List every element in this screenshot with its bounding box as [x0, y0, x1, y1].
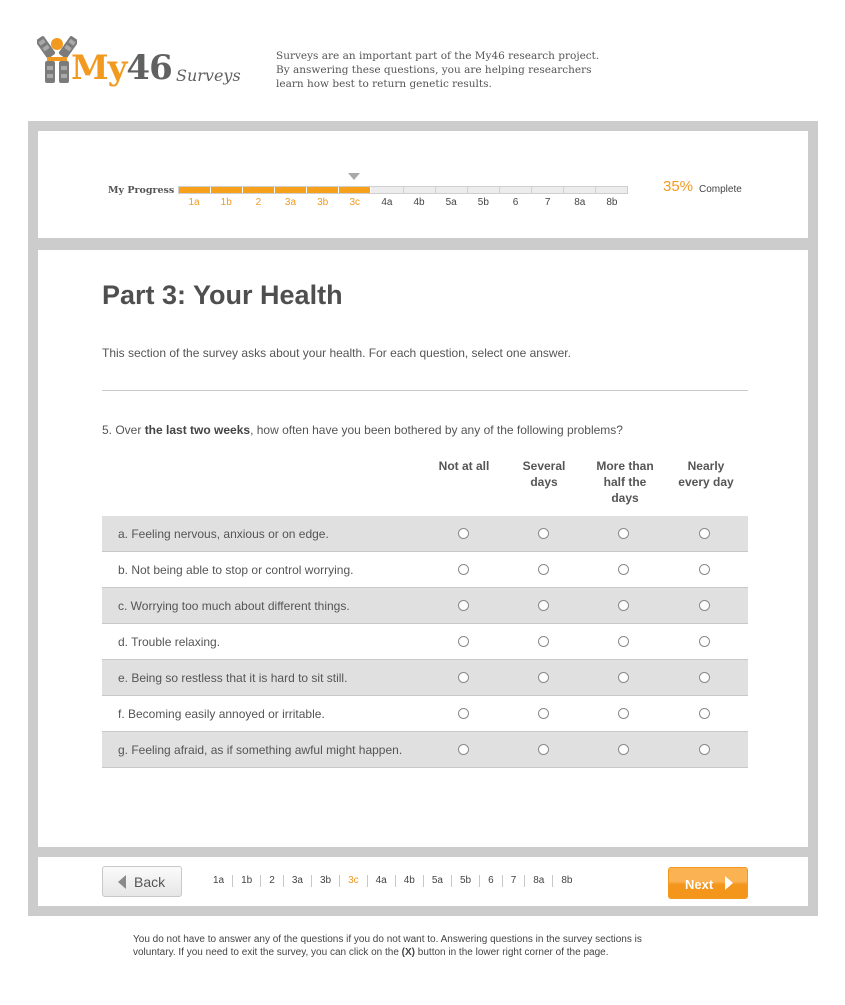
row-label: c. Worrying too much about different things.: [118, 599, 350, 613]
progress-step-labels: [178, 197, 628, 208]
radio-option-4[interactable]: [699, 708, 710, 719]
navigation-panel: [38, 857, 808, 906]
progress-bar: [178, 186, 628, 194]
progress-segment: [307, 187, 339, 193]
table-row: [102, 624, 748, 660]
progress-step-6: 6: [512, 197, 519, 208]
next-arrow-icon: [725, 876, 733, 890]
page-link-3b[interactable]: 3b: [312, 875, 340, 887]
radio-option-2[interactable]: [538, 708, 549, 719]
progress-segment: [371, 187, 403, 193]
page-title: Part 3: Your Health: [102, 280, 343, 310]
radio-option-4[interactable]: [699, 528, 710, 539]
radio-option-1[interactable]: [458, 564, 469, 575]
page-link-1a[interactable]: 1a: [205, 875, 233, 887]
radio-option-2[interactable]: [538, 672, 549, 683]
progress-step-1a: 1a: [188, 197, 200, 208]
question-text: [102, 423, 623, 437]
my46-logo[interactable]: [37, 34, 247, 94]
progress-segment: [468, 187, 500, 193]
radio-option-4[interactable]: [699, 672, 710, 683]
progress-step-3b: 3b: [317, 197, 329, 208]
progress-segment: [179, 187, 211, 193]
radio-option-3[interactable]: [618, 672, 629, 683]
footer-line: [133, 946, 723, 959]
row-label: g. Feeling afraid, as if something awful might happen.: [118, 743, 403, 757]
progress-step-2: 2: [255, 197, 262, 208]
page-link-6[interactable]: 6: [480, 875, 503, 887]
radio-option-1[interactable]: [458, 528, 469, 539]
logo-wordmark: [71, 48, 172, 88]
progress-segment: [564, 187, 596, 193]
progress-segment: [404, 187, 436, 193]
question-prefix: 5. Over: [102, 423, 145, 437]
progress-percent: 35%: [663, 178, 694, 195]
radio-option-4[interactable]: [699, 564, 710, 575]
page-link-1b[interactable]: 1b: [233, 875, 261, 887]
logo-46: 46: [126, 48, 172, 88]
radio-option-2[interactable]: [538, 636, 549, 647]
progress-step-8a: 8a: [574, 197, 586, 208]
progress-panel: [38, 131, 808, 238]
back-arrow-icon: [118, 875, 126, 889]
page-link-8b[interactable]: 8b: [561, 875, 573, 886]
next-button-label: Next: [685, 877, 714, 892]
radio-option-1[interactable]: [458, 672, 469, 683]
radio-option-4[interactable]: [699, 636, 710, 647]
radio-option-2[interactable]: [538, 744, 549, 755]
progress-segment: [275, 187, 307, 193]
progress-segment: [436, 187, 468, 193]
page-header: [0, 0, 845, 120]
question-table: [102, 516, 748, 768]
column-header-nearly-every-day: Nearly every day: [678, 459, 734, 489]
question-panel: [38, 250, 808, 847]
radio-option-1[interactable]: [458, 600, 469, 611]
progress-segment: [596, 187, 627, 193]
page-navigation: [205, 875, 581, 887]
progress-step-7: 7: [544, 197, 551, 208]
progress-step-5b: 5b: [477, 197, 489, 208]
radio-option-1[interactable]: [458, 708, 469, 719]
radio-option-2[interactable]: [538, 528, 549, 539]
logo-my: My: [71, 48, 127, 88]
page-link-7[interactable]: 7: [503, 875, 526, 887]
progress-label: My Progress: [108, 185, 175, 196]
progress-segment: [532, 187, 564, 193]
column-header-several-days: Several days: [522, 459, 566, 489]
column-header-more-than-half: More than half the days: [596, 459, 654, 505]
radio-option-3[interactable]: [618, 744, 629, 755]
row-label: b. Not being able to stop or control worrying.: [118, 563, 354, 577]
table-row: [102, 696, 748, 732]
question-suffix: , how often have you been bothered by any of the following problems?: [250, 423, 623, 437]
radio-option-1[interactable]: [458, 744, 469, 755]
page-link-3c[interactable]: 3c: [340, 875, 368, 887]
progress-segment: [500, 187, 532, 193]
progress-step-4b: 4b: [413, 197, 425, 208]
page-link-8a[interactable]: 8a: [525, 875, 553, 887]
page-link-5b[interactable]: 5b: [452, 875, 480, 887]
table-row: [102, 552, 748, 588]
page-link-5a[interactable]: 5a: [424, 875, 452, 887]
intro-line: learn how best to return genetic results.: [276, 78, 492, 90]
table-row: [102, 732, 748, 768]
footer-text: voluntary. If you need to exit the survey, you can click on the: [133, 947, 402, 958]
column-header-not-at-all: Not at all: [438, 459, 490, 473]
table-row: [102, 516, 748, 552]
progress-step-1b: 1b: [220, 197, 232, 208]
progress-step-3c: 3c: [349, 197, 361, 208]
progress-step-3a: 3a: [284, 197, 297, 208]
page-link-2[interactable]: 2: [261, 875, 284, 887]
intro-line: Surveys are an important part of the My46 research project.: [276, 50, 600, 62]
logo-surveys: Surveys: [176, 66, 241, 85]
progress-segment: [243, 187, 275, 193]
footer-text: button in the lower right corner of the page.: [415, 947, 609, 958]
question-emphasis: the last two weeks: [144, 423, 251, 437]
radio-option-4[interactable]: [699, 600, 710, 611]
radio-option-3[interactable]: [618, 600, 629, 611]
row-label: d. Trouble relaxing.: [118, 635, 221, 649]
radio-option-3[interactable]: [618, 564, 629, 575]
intro-text: [276, 49, 616, 91]
page-link-4a[interactable]: 4a: [368, 875, 396, 887]
footer-line: You do not have to answer any of the questions if you do not want to. Answering questions in the survey sections is: [133, 934, 642, 945]
row-label: f. Becoming easily annoyed or irritable.: [118, 707, 325, 721]
next-button[interactable]: [668, 867, 748, 899]
footer-exit-emphasis: (X): [401, 947, 416, 958]
progress-segment: [211, 187, 243, 193]
row-label: a. Feeling nervous, anxious or on edge.: [118, 527, 329, 541]
page-link-4b[interactable]: 4b: [396, 875, 424, 887]
progress-segment: [339, 187, 371, 193]
back-button[interactable]: [102, 866, 182, 897]
radio-option-2[interactable]: [538, 564, 549, 575]
radio-option-3[interactable]: [618, 708, 629, 719]
table-row: [102, 660, 748, 696]
footer-note: [133, 933, 723, 959]
radio-option-1[interactable]: [458, 636, 469, 647]
back-button-label: Back: [134, 874, 166, 890]
progress-complete-label: Complete: [699, 184, 742, 195]
radio-option-3[interactable]: [618, 636, 629, 647]
row-label: e. Being so restless that it is hard to sit still.: [118, 671, 348, 685]
current-step-marker-icon: [348, 173, 360, 180]
progress-step-4a: 4a: [381, 197, 393, 208]
section-description: This section of the survey asks about your health. For each question, select one answer.: [102, 346, 571, 360]
radio-option-4[interactable]: [699, 744, 710, 755]
radio-option-3[interactable]: [618, 528, 629, 539]
table-row: [102, 588, 748, 624]
progress-step-5a: 5a: [445, 197, 457, 208]
divider: [102, 390, 748, 391]
page-link-3a[interactable]: 3a: [284, 875, 312, 887]
radio-option-2[interactable]: [538, 600, 549, 611]
progress-step-8b: 8b: [606, 197, 618, 208]
survey-frame: [28, 121, 818, 916]
intro-line: By answering these questions, you are helping researchers: [276, 64, 592, 76]
